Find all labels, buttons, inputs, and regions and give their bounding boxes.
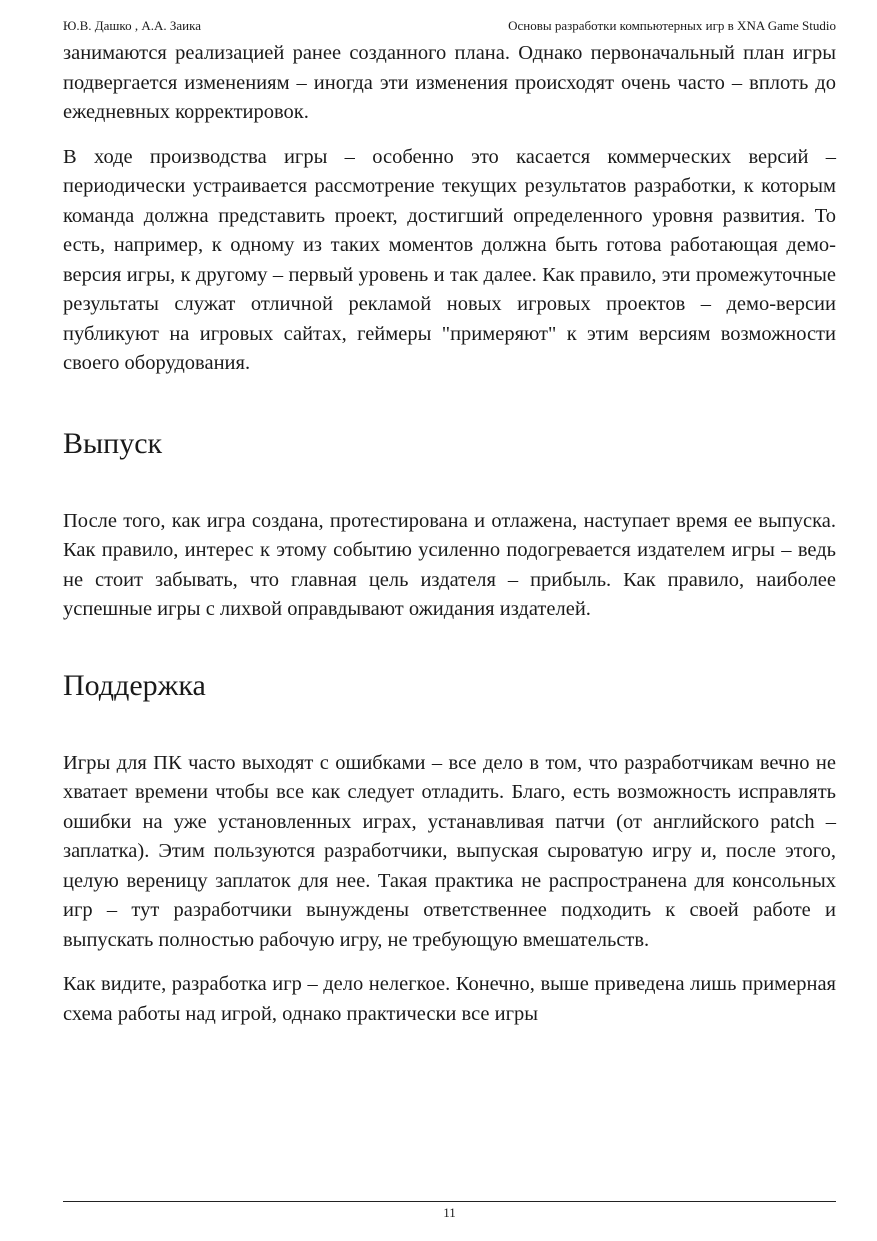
section-heading-release: Выпуск [63,426,163,460]
paragraph-production-reviews: В ходе производства игры – особенно это касается коммерческих версий – периодически устраивается рассмотрение текущих результатов разработки, к которым команда должна представить проект, достигший определенного уровня развития. То есть, например, к одному из таких моментов должна быть готова работающая демо-версия игры, к другому – первый уровень и так далее. Как правило, эти промежуточные результаты служат отличной рекламой новых игровых проектов – демо-версии публикуют на игровых сайтах, геймеры "примеряют" к этим версиям возможности своего оборудования. [63,145,836,374]
paragraph-release: После того, как игра создана, протестирована и отлажена, наступает время ее выпуска. Как правило, интерес к этому событию усиленно подогревается издателем игры – ведь не стоит забывать, что главная цель издателя – прибыль. Как правило, наиболее успешные игры с лихвой оправдывают ожидания издателей. [63,509,836,620]
page-header [63,16,836,36]
footer-divider [63,1201,836,1202]
paragraph-conclusion: Как видите, разработка игр – дело нелегкое. Конечно, выше приведена лишь примерная схема работы над игрой, однако практически все игры [63,973,836,1025]
page-body [63,39,836,1029]
paragraph-plan-changes: занимаются реализацией ранее созданного плана. Однако первоначальный план игры подвергается изменениям – иногда эти изменения происходят очень часто – вплоть до ежедневных корректировок. [63,42,836,123]
section-heading-support: Поддержка [63,668,206,702]
header-authors: Ю.В. Дашко , А.А. Заика [63,18,201,33]
page-number: 11 [443,1205,456,1220]
header-book-title: Основы разработки компьютерных игр в XNA Game Studio [508,18,836,33]
paragraph-support-patches: Игры для ПК часто выходят с ошибками – все дело в том, что разработчикам вечно не хватает времени чтобы все как следует отладить. Благо, есть возможность исправлять ошибки на уже установленных играх, устанавливая патчи (от английского patch – заплатка). Этим пользуются разработчики, выпуская сыроватую игру и, после этого, целую вереницу заплаток для нее. Такая практика не распространена для консольных игр – тут разработчики вынуждены ответственнее подходить к своей работе и выпускать полностью рабочую игру, не требующую вмешательств. [63,751,836,951]
